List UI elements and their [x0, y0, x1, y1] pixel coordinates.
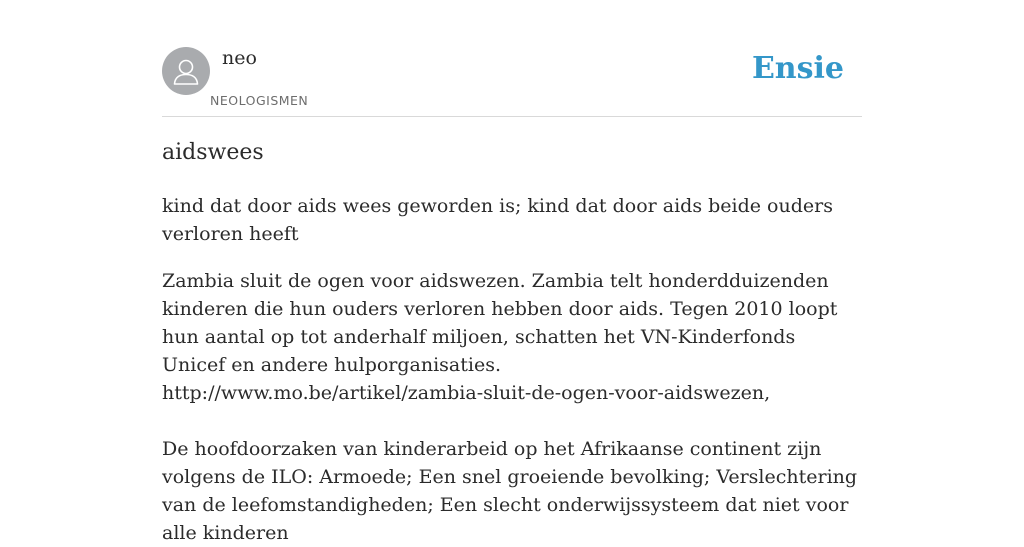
example-paragraph: De hoofdoorzaken van kinderarbeid op het Afrikaanse continent zijn volgens de ILO: Armoede; Een snel groeiende bevolking; Verslechtering van de leefomstandigheden; Een slecht onderwijssysteem dat niet voor alle kinderen [162, 438, 858, 544]
category-link[interactable]: NEOLOGISMEN [210, 93, 309, 108]
user-avatar[interactable] [162, 47, 210, 95]
brand-logo[interactable]: Ensie [751, 51, 844, 86]
entry-example [162, 267, 862, 547]
example-paragraph: Zambia sluit de ogen voor aidswezen. Zambia telt honderdduizenden kinderen die hun ouders verloren hebben door aids. Tegen 2010 loopt hun aantal op tot anderhalf miljoen, schatten het VN-Kinderfonds Unicef en andere hulporganisaties. [162, 270, 838, 376]
entry-title: aidswees [162, 140, 264, 165]
username-link[interactable]: neo [222, 47, 257, 69]
page-header [162, 46, 862, 117]
paragraph-spacer [162, 407, 862, 435]
example-source-link: http://www.mo.be/artikel/zambia-sluit-de-ogen-voor-aidswezen, [162, 382, 771, 404]
user-silhouette-icon [162, 47, 210, 95]
entry-definition: kind dat door aids wees geworden is; kind dat door aids beide ouders verloren heeft [162, 195, 833, 245]
